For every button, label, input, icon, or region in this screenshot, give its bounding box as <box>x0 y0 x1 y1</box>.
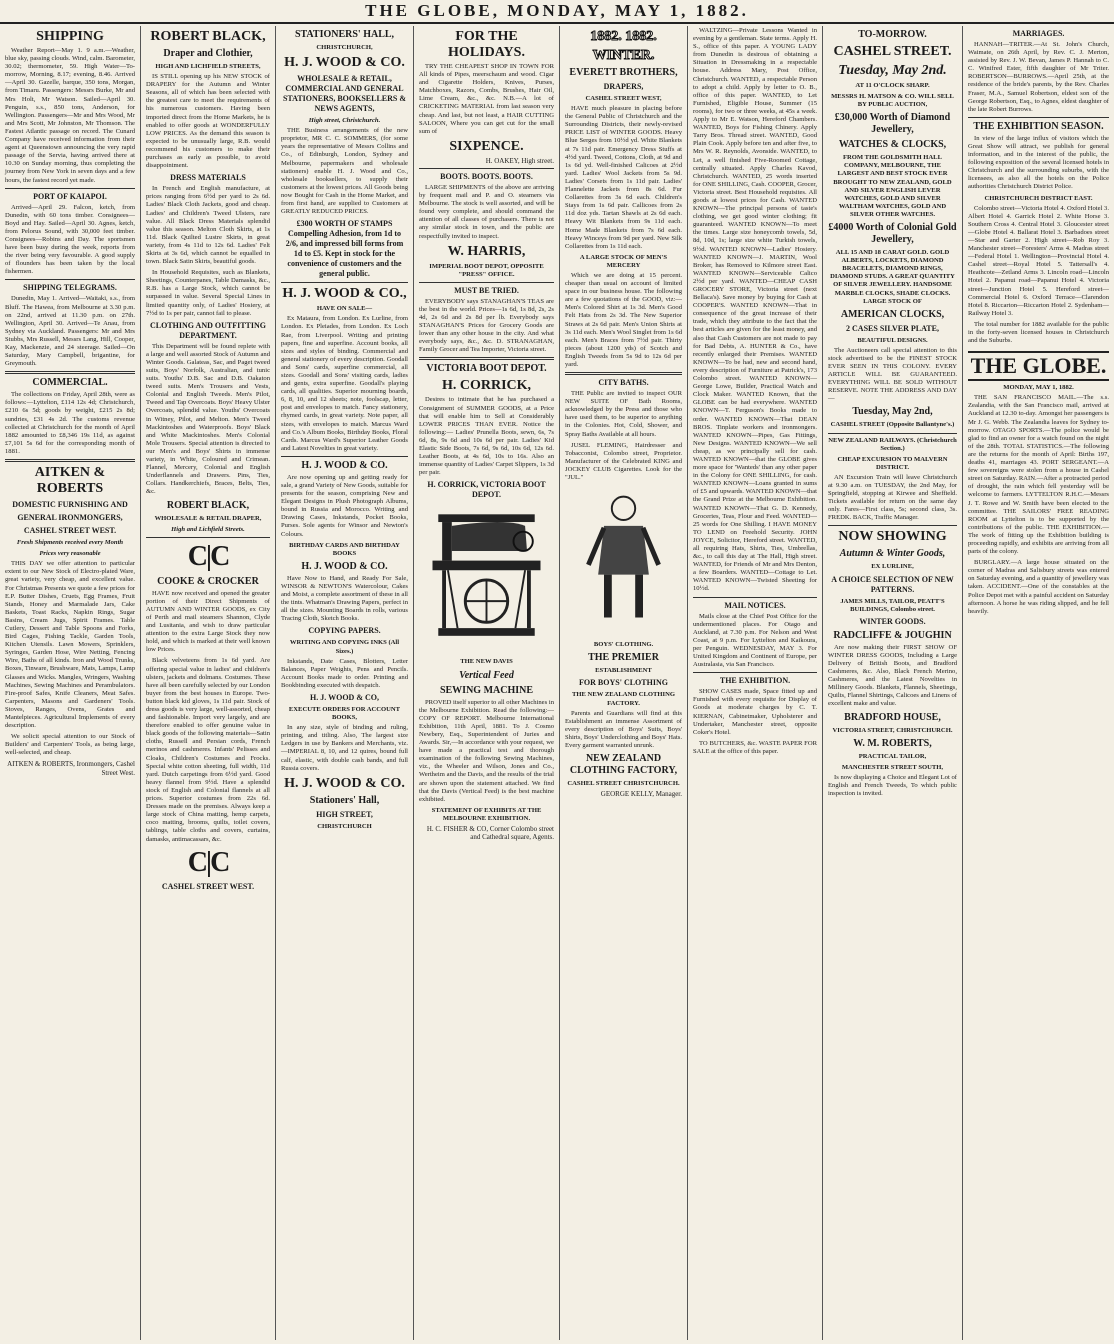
must-be-tried: MUST BE TRIED. <box>454 285 519 295</box>
rail-subheading: CHEAP EXCURSION TO MALVERN DISTRICT. <box>837 455 948 471</box>
aitken-tag2: Prices very reasonable <box>39 550 101 558</box>
aitken-signature: AITKEN & ROBERTS, Ironmongers, Cashel Street West. <box>7 760 135 777</box>
hj4-text: Have Now to Hand, and Ready For Sale, WINSOR & NEWTON'S Watercolour, Cakes and Moist, a complete assortment of these in all the tints. Whatman's Drawing Papers, perfect in all the sizes. Mounting Boards in rolls, various Tracing Cloth, Sketch Books. <box>281 574 408 623</box>
boys-caption: BOYS' CLOTHING. <box>593 641 654 649</box>
mail-text: Mails close at the Chief Post Office for the undermentioned places. For Otago and Auckland, at 7.30 p.m. For Nelson and West Coast, at 9 p.m. For Lyttelton and Kaikoura, per Penguin. WEDNESDAY, MAY 3. For United Kingdom and Continent of Europe, per Australasia, via San Francisco. <box>693 612 817 669</box>
beautiful-designs: BEAUTIFUL DESIGNS. <box>857 336 928 344</box>
boots-text: LARGE SHIPMENTS of the above are arriving by frequent mail and P. and O. steamers via Melbourne. The stock is well assorted, and will be found very complete, and should command the attention of all classes of purchasers. There is not any similar stock in town, and the public are respectfully invited to inspect. <box>419 183 554 240</box>
sewing-machine-illustration <box>419 502 554 652</box>
boots-heading: BOOTS. BOOTS. BOOTS. <box>440 171 533 181</box>
corrick-heading: H. CORRICK, <box>441 378 532 394</box>
column-shipping <box>0 26 140 1340</box>
premier-line1: THE PREMIER <box>588 652 659 664</box>
hj-footer-hall: Stationers' Hall, <box>309 794 380 806</box>
davis-text: PROVED itself superior to all other Machines in the Melbourne Exhibition. Read the following:— COPY OF REPORT. Melbourne International Exhibition, 11th April, 1881. To J. Cosmo Newbery, Esq., Superintendent of Juries and Awards. Sir,—In accordance with your request, we have made a practical test and thorough examination of the following Sewing Machines, viz., the Wheeler and Wilson, Jones and Co., Wertheim and the Davis, and the results of the trial are shown upon the statement attached. We find that the Davis (Vertical Feed) is the best machine exhibited. <box>419 698 554 803</box>
hj2-heading: H. J. WOOD & CO., <box>282 286 407 302</box>
premier-line3: FOR BOYS' CLOTHING <box>579 678 668 688</box>
watches-heading: WATCHES & CLOCKS, <box>838 139 947 151</box>
hj-name: H. J. WOOD & CO. <box>284 55 405 71</box>
roberts-heading: W. M. ROBERTS, <box>853 737 932 749</box>
matson-text: MESSRS H. MATSON & CO. WILL SELL BY PUBLIC AUCTION, <box>831 93 954 109</box>
hj-footer-city: CHRISTCHURCH <box>317 822 372 830</box>
now-showing: NOW SHOWING <box>838 529 947 545</box>
rb-signature-address: High and Lichfield Streets. <box>171 525 245 533</box>
hj5-text: Inkstands, Date Cases, Blotters, Letter Balances, Paper Weights, Pens and Pencils. Account Books made to order. Printing and Bookbinding executed with despatch. <box>281 657 408 689</box>
rb-clothing-text: This Department will be found replete with a large and well assorted Stock of Autumn and Winter Goods. Galateas, Sac, and Paget tweed suits, Boys' Norfolk, Australian, and tunic suits. Youths' D.B. Sac and D.B. Oakaton tweed suits. Men's Trousers and Vests, Colonial and English Tweeds. Men's Pilot, Tweed and Tap Overcoats. Boys' Heavy Ulster Overcoats, splendid value. Youths' Overcoats in Witney, Pilot, and Melton. Men's Tweed Mackintoshes and Waterproofs. Boys' Black and White Mackintoshes. Men's Colonial Mole Trousers. Special attention is directed to our Men's and Boys' Shirts in immense variety, in White, Coloured and Crimean. Flannel, Mercery, Colonial and English Underflannels and Drawers. Pins, Ties, Collars. Handkerchiefs, Braces, Belts, Ties, &c. <box>146 342 270 496</box>
globe-title: THE GLOBE. <box>968 351 1109 381</box>
radcliffe-text: Are now making their FIRST SHOW OF WINTER DRESS GOODS, Including a Large Delivery of British Boots, and Bradford Cashmeres, &c. Also, Black French Merino, Cashmeres, and the Latest Novelties in Millinery Goods. Blankets, Flannels, Sheetings, Quilts, Flannel Shirtings, Calicoes and Linens of excellent make and value. <box>828 643 957 708</box>
corrick-text: Desires to intimate that he has purchased a Consignment of SUMMER GOODS, at a Price that will enable him to Sell at Considerably LOWER PRICES THAN EVER. Notice the following:— Ladies' Prunella Boots, sewn, 6s, 7s 6d, 8s, 9s 6d and 10s 6d per pair. Ladies' Kid Elastic Side Boots, 7s 6d, 9s 6d, 10s 6d, 12s 6d. Leather Boots, at 4s 6d, 10s to 16s. Also an immense quantity of Ladies' Carpet Slippers, 1s 3d per pair. <box>419 396 554 477</box>
rb-heading: ROBERT BLACK, <box>150 29 266 44</box>
birthday-cards: BIRTHDAY CARDS AND BIRTHDAY BOOKS <box>289 541 400 557</box>
winter-heading: WINTER. <box>592 48 655 63</box>
rb-dress-items: In French and English manufacture, at prices ranging from 6½d per yard to 2s 6d. Ladies' Black Cloth Jackets, good and cheap. Ladies' and Children's Tweed Ulsters, rare value. All Black Dress Materials splendid value this season. Melton Cloth Skirts, at 1s 11d. Black Quilted Lustre Skirts, in great variety, from 4s 11d to 12s 6d. Ladies' Felt Skirts at 3s 6d, which cannot be equalled in town. Black Satin Skirts, beautiful goods. <box>146 185 270 266</box>
exhibition-notice-heading: THE EXHIBITION. <box>719 676 791 686</box>
exhibition-season-heading: THE EXHIBITION SEASON. <box>973 120 1104 132</box>
city-baths-heading: CITY BATHS. <box>598 378 649 388</box>
exhibition-season-text: In view of the large influx of visitors which the Great Show will attract, we publish for general information, and in the interest of the public, the following exposition of the several licensed hotels in Christchurch and the surrounding suburbs, with the licensees, as also all the hotels on the Police authorities Christchurch District Police. <box>968 134 1109 191</box>
hj-footer-name: H. J. WOOD & CO. <box>284 775 405 791</box>
everett-sub: DRAPERS, <box>603 82 644 91</box>
hj3-heading: H. J. WOOD & CO. <box>301 459 388 471</box>
marriages-heading: MARRIAGES. <box>1012 29 1065 38</box>
rb-location: HIGH AND LICHFIELD STREETS, <box>155 63 261 70</box>
rb-dress-heading: DRESS MATERIALS <box>170 173 246 183</box>
column-editorial <box>962 26 1114 1340</box>
winter-goods-heading: WINTER GOODS. <box>859 616 926 626</box>
american-clocks: AMERICAN CLOCKS, <box>840 308 945 320</box>
rb-household: In Household Requisites, such as Blankets, Sheetings, Counterpanes, Table Damasks, &c., R.B. has a Large Stock, which cannot be surpassed in value. Several Special Lines in limited quantity only, of Ladies' Hosiery, at 7½d to 1s per pair, cannot fail to please. <box>146 269 270 317</box>
autumn-winter-goods: Autumn & Winter Goods, <box>839 548 946 560</box>
column-wanted <box>687 26 822 1340</box>
sale-date2: Tuesday, May 2nd, <box>852 406 933 418</box>
corrick-signature: H. CORRICK, VICTORIA BOOT DEPOT. <box>427 480 546 500</box>
wanted-ads: WALTZING—Private Lessons Wanted in evening by a gentleman. State terms. Apply H. S., office of this paper. A YOUNG LADY from Dunedin is desirous of obtaining a Situation in Dressmaking in a respectable house. Address Mary, Post Office, Christchurch. WANTED, a respectable Person to adopt a child. Apply by letter to O. B., office of this paper. WANTED, to Let Furnished, Eligible House, Summer (15 rooms), for two or three weeks, at 45s a week. Apply to Mr E. Watson, Hereford Chambers. WANTED, Boys for Fishing Chinery. Apply Tarry Bros. Thread street. WANTED, Good Plain Cook. Apply before ten and after five, to Mrs W. R. Reynolds, Avonside. WANTED, to Let, a well finished Five-Roomed Cottage, centrally situated. Apply Charles Kavod, Christchurch. WANTED, 25 words inserted for ONE SHILLING, Cash. COOPER, Grocer, Victoria street. Best Household requisites. All goods at lowest prices for Cash. WANTED KNOWN—The principal persons of taste's clothing, we get good winter clothing; fit guaranteed. WANTED KNOWN—To meet the times. Large size honeycomb towels, 5d, 8d, 10d, 1s; large size white Turkish towels, 9½d. WANTED KNOWN—Ladies' Hosiery. WANTED KNOWN—J. MARTIN, Wool Broker, has Removed to Kilmore street East. WANTED KNOWN—Serviceable Calico 2½d per yard. WANTED—CHEAP CASH GROCERY STORE, Victoria street (next Bellaca's). Save money by buying for Cash at COOPER'S. WANTED KNOWN—That in consequence of the great increase of their trade, which they attribute to the fact that the best articles are given for the least money, and also that Cash Customers are not made to pay for Bad Debts, A. HUNTER & Co., have recently enlarged their Premises. WANTED KNOWN—To be had, new and second hand, every description of Furniture at Patrick's, 173 Colombo street. WANTED KNOWN—George Lowe, Builder, Practical Watch and Clock Maker. WANTED Known, that the GLOBE can be had everywhere. WANTED KNOWN—T. Ferguson's Books made to order. WANTED KNOWN—That DEAN BROS. Tinplate workers and ironmongers. WANTED KNOWN—Pipes, Gas Fittings, New Designs. WANTED KNOWN—We sell cheap, as we principally sell for cash. WANTED KNOWN—that the GLOBE gives more space for 'Wanteds' than any other paper in the Colony for ONE SHILLING, for cash. WANTED KNOWN—Loans granted in sums of £5 and upwards. WANTED KNOWN—that the Grand Prize at the Melbourne Exhibition. WANTED KNOWN—That G. D. Kennedy, Groceries, Teas, Flour and Feed. WANTED—25 words for One Shilling. I HAVE MONEY TO LEND on Freehold Security. JOHN JOYCE, Solicitor, Hereford street. WANTED, all requiring Hats, Shirts, Ties, Umbrellas, &c., to call this day at The Hall, High street. WANTED, for Friends of Mr and Mrs Denton, a few Boarders. WANTED—Cottage to Let. WANTED KNOWN—Twisted Sheeting for 10½d. <box>693 27 817 593</box>
aitken-tag1: Fresh Shipments received every Month <box>16 539 124 547</box>
rb-subheading: Draper and Clothier, <box>163 48 253 59</box>
butchers-notice: TO BUTCHERS, &c. WASTE PAPER FOR SALE at the office of this paper. <box>693 739 817 755</box>
rb-clothing-heading: CLOTHING AND OUTFITTING DEPARTMENT. <box>149 320 267 340</box>
hj-address: High street, Christchurch. <box>308 117 381 125</box>
lurline: EX LURLINE, <box>871 563 914 571</box>
roberts-location: MANCHESTER STREET SOUTH, <box>841 763 944 771</box>
aitken-text2: We solicit special attention to our Stock of Builders' and Carpenters' Tools, as being large, well-selected, and cheap. <box>5 733 135 757</box>
tomorrow-heading: TO-MORROW. <box>858 29 927 40</box>
rail-heading: NEW ZEALAND RAILWAYS. (Christchurch Section.) <box>828 436 957 452</box>
premier-line2: ESTABLISHMENT <box>595 667 652 675</box>
hj-text: THE Business arrangements of the new proprietor, MR C. C. SOMMERS, (for some years the representative of Messrs Collins and Co., of Edinburgh, London, Sydney and Melbourne, papermakers and wholesale stationers) enable H. J. Wood and Co., wholesale booksellers, to supply their customers at the lowest prices. All Goods being now Bought for Cash in the Home Market, and from first hand, are supplied to Customers at GREATLY REDUCED PRICES. <box>281 127 408 216</box>
okey-signature: H. OAKEY, High street. <box>485 156 554 165</box>
writing-inks: WRITING AND COPYING INKS (All Sizes.) <box>289 639 400 655</box>
baths-text: THE Public are invited to inspect OUR NEW SUITE OF Bath Rooms, acknowledged by the Press and those who have used them, to be superior to anything in the Colonies. Hot, Cold, Shower, and Spray Baths Available at all hours. <box>565 390 682 438</box>
fleming-text: JUSEL FLEMING, Hairdresser and Tobacconist, Colombo street, Proprietor. Manufacturer of the Celebrated KING and JOCKEY CLUB Cigarettes. Look for the "JUL." <box>565 441 682 482</box>
holidays-text: TRY THE CHEAPEST SHOP IN TOWN FOR All kinds of Pipes, meerschaum and wood. Cigar and Cigarette Holders, Knives, Purses, Matchboxes, Razors, Combs, Brushes, Hair Oil, Lime Cream, &c., &c. N.B.—A lot of CRICKETING MATERIAL from last season very cheap. And last, but not least, a HAIR CUTTING SALOON, Where you can get cut for the small sum of <box>419 63 554 135</box>
cashel-street-heading: CASHEL STREET. <box>833 44 952 59</box>
goldsmith-text: FROM THE GOLDSMITH HALL COMPANY, MELBOURNE, THE LARGEST AND BEST STOCK EVER BROUGHT TO NEW ZEALAND, GOLD AND SILVER ENGLISH LEVER WATCHES, GOLD AND SILVER WALTHAM WATCHES, GOLD AND SILVER OTHER WATCHES. <box>833 154 952 218</box>
nz2-signature: GEORGE KELLY, Manager. <box>600 790 682 799</box>
hj4-heading: H. J. WOOD & CO. <box>301 560 388 572</box>
globe-text2: BURGLARY.—A large house situated on the corner of Madras and Salisbury streets was entered on Saturday evening, and a quantity of jewellery was taken. ACCIDENT.—One of the constables at the Police Depot met with a painful accident on Saturday afternoon. A horse he was riding slipped, and he fell heavily. <box>968 559 1109 615</box>
davis-caption: THE NEW DAVIS <box>460 658 513 666</box>
aitken-text: THIS DAY we offer attention to particular extent to our New Stock of Electro-plated Ware, great variety, very cheap, and excellent value. For Christmas Presents we quote a few prices for E.P. Butter Dishes, Cruets, Egg Frames, Fruit Stands, Honey and Marmalade Jars, Cake Baskets, Toast Racks, Napkin Rings, Sugar Basins, Cream Jugs, Spirit Frames. Table Cutlery, Dessert and Table Spoons and Forks, Bird Cages, Fishing Tackle, Garden Tools, Kitchen Utensils. Lawn Mowers, Sprinklers, Syringes, Garden Hose, Wire Netting, Fencing Wire, Baths of all kinds. Iron and Wood Trunks, Boxes, Tinware, Brushware, Mats, Lamps, Lamp Glasses and Wicks. Mangles, Wringers, Washing Machines, Sewing Machines and Perambulators. Fire-proof Safes, Knife Cleaners, Meat Safes. Carpenters, Masons and Gardeners' Tools. Stoves, Ranges, Ovens, Grates and Mantelpieces. Agricultural Implements of every description. <box>5 560 135 730</box>
column-auction <box>822 26 962 1340</box>
hj-subheading: WHOLESALE & RETAIL, COMMERCIAL AND GENERAL STATIONERS, BOOKSELLERS & NEWS AGENTS, <box>282 74 407 114</box>
everett-heading: EVERETT BROTHERS, <box>569 67 678 78</box>
boys-clothing-illustration <box>565 485 682 635</box>
execute-orders: EXECUTE ORDERS FOR ACCOUNT BOOKS, <box>288 705 401 722</box>
davis-signature: H. C. FISHER & CO, Corner Colombo street and Cathedral square, Agents. <box>426 824 554 842</box>
column-holidays <box>413 26 559 1340</box>
globe-date: MONDAY, MAY 1, 1882. <box>1003 384 1074 392</box>
mercery-heading: A LARGE STOCK OF MEN'S MERCERY <box>579 253 668 269</box>
shipping-heading: SHIPPING <box>36 29 104 44</box>
sale-time: AT 11 O'CLOCK SHARP. <box>855 82 930 89</box>
stamps-notice: £300 WORTH OF STAMPS Compelling Adhesion, from 1d to 2/6, and impressed bill forms from 1d to £5. Kept in stock for the convenience of customers and the general public. <box>285 219 404 279</box>
copying-papers: COPYING PAPERS. <box>308 626 381 636</box>
mercery-text: Which we are doing at 15 percent. cheaper than usual on account of limited space in our business house. The following are a few quotations of the GOOD, viz:— Men's Colored Shirt at 1s 3d. Men's Good Felt Hats from 2s 3d. The New Superior Straws at 2s 6d pair. Men's Union Shirts at 3s 11d each. Men's Wool Singlet from 1s 6d each. Men's Braces from 7½d pair. Thirty pieces (about 1200 yds) of Scotch and English Tweeds from 5s 9d to 12s 6d per yard. <box>565 271 682 368</box>
hj-stationers-heading: STATIONERS' HALL, <box>294 29 395 40</box>
cooke-crocker-logo: C|C <box>187 540 229 572</box>
everett-text: HAVE much pleasure in placing before the General Public of Christchurch and the Surrounding Districts, their newly-revised PRICE LIST of WINTER GOODS. Heavy Blue Serges from 10½d yd. White Blankets at 7s 11d pair. Emergency Dress Stuffs at 4½d yard. Tweed, Cottons, Cloth, at 9d and 1s 6d yd. Well-finished Calicoes at 2½d yard. Ladies' Wool Jackets from 5s 9d. Ladies' Corsets from 1s 11d pair. Ladies' Flannelette Jackets from 8s 6d. Fur Collarettes from 3s 6d each. Children's Stays from 1s 6d pair. Callicoes from 2s 11d doz yds. Tartan Shawls at 2s 6d each. Heavy Wit Blankets from 9s 11d each. Home Made Blankets from 7s 6d each. Heavy Winceys from 9d per yard. New Silk Collarettes from 1s 11d each. <box>565 105 682 250</box>
globe-text: THE SAN FRANCISCO MAIL.—The s.s. Zealandia, with the San Francisco mail, arrived at Auckland at 12.30 to-day. Amongst her passengers is Mr J. G. Webb. The Zealandia leaves for Sydney to-morrow. OTAGO SPORTS.—The police would be glad to find an owner for a watch found on the night of the 28th. TOTAL STATISTICS.—The following are the returns for the month of April: Births 197, deaths 41, marriages 43. PORT SERGEANT.—A few sovereigns were stolen from a house in Cashel street on Saturday. RAIN.—After a protracted period of drought, the rain which fell yesterday will be welcome to farmers. LYTTELTON R.H.C.—Messrs J. T. Rowe and W. Smith have been elected to the committee. THE SAILORS' FREE READING ROOM at Lyttelton is to be supported by the contributions of the public. THE EXHIBITION.—The work of fitting up the Exhibition building is proceeding rapidly, and exhibits are arriving from all parts of the colony. <box>968 394 1109 556</box>
sixpence: SIXPENCE. <box>449 138 524 154</box>
aitken-heading: AITKEN & ROBERTS <box>34 465 106 497</box>
shipping-text: Weather Report—May 1. 9 a.m.—Weather, blue sky, passing clouds. Wind, calm. Barometer, 30.02; thermometer, 59. High Water—To-morrow, Morning, 8.17; evening, 8.46. Arrived—April 30. Gazelle, barque, 350 tons, Morgan, from Timaru. Passengers: Messrs Burke, Mr and Mrs Holt, Mr Watson. Sailed—April 30. Penguin, s.s., 850 tons, Anderson, for Wellington. Passengers—Mr and Mrs Wood, Mr and Mrs Scott, Mr Johnston, Mr Thomson. The Fastest Atlantic passage on record. The Cunard Company have received information from their agent at Queenstown announcing the very rapid passage of the Servia, having arrived there at 10.30 on Sunday morning, thus completing the journey from New York in seven days and a few hours, the fastest record yet made. <box>5 47 135 184</box>
auction-text: The Auctioneers call special attention to this stock advertised to be the FINEST STOCK EVER SEEN IN THIS COLONY. EVERY ARTICLE WILL BE GUARANTEED. EVERYTHING WILL BE SOLD WITHOUT RESERVE. NOTE THE ADDRESS AND DAY— <box>828 346 957 403</box>
aitken-sub3: CASHEL STREET WEST. <box>23 526 117 536</box>
davis-heading1: Vertical Feed <box>459 669 514 681</box>
holidays-heading: FOR THE HOLIDAYS. <box>448 29 525 60</box>
hj3-text: Are now opening up and getting ready for sale, a grand Variety of New Goods, suitable for presents for the season, comprising New and Elegant Designs in Plush Photograph Albums, bound in Russia and Morocco. Writing and Drawing Cases, Inkstands, Pocket Books, Purses. Sole agents for Winsor and Newton's Colours. <box>281 473 408 538</box>
bradford-location: VICTORIA STREET, CHRISTCHURCH. <box>832 726 953 734</box>
marriages-text: HANNAH—TRITER.—At St. John's Church, Waimate, on 26th April, by Rev. C. J. Merton, assisted by Rev. J. W. Bevan, James P. Hannah to C. C. Winifred Ester, fifth daughter of Mr Triter. ROBERTSON—BURROWS.—April 25th, at the residence of the bride's parents, by the Rev. Charles Fraser, M.A., Samuel Robertson, eldest son of the George Robertson, Esq., to Agnes, eldest daughter of the late Robert Burrows. <box>968 41 1109 113</box>
exhibition-notice-text: SHOW CASES made, Space fitted up and Furnished with every requisite for Display of Goods at moderate charges by C. T. KIERNAN, Cabinetmaker, Upholsterer and Undertaker, Manchester street, opposite Coker's Hotel. <box>693 688 817 736</box>
silver-plate: 2 CASES SILVER PLATE, <box>846 323 939 333</box>
nz2-heading: NEW ZEALAND CLOTHING FACTORY, <box>569 753 678 777</box>
column-robert-black <box>140 26 275 1340</box>
mail-heading: MAIL NOTICES. <box>724 600 786 610</box>
rb-signature-name: ROBERT BLACK, <box>166 499 250 511</box>
roberts-sub: PRACTICAL TAILOR, <box>858 752 927 760</box>
nz-factory-heading: THE NEW ZEALAND CLOTHING FACTORY. <box>571 691 676 707</box>
telegrams-heading: SHIPPING TELEGRAMS. <box>23 283 117 293</box>
victoria-boot-heading: VICTORIA BOOT DEPOT. <box>426 363 547 375</box>
stock-value: £30,000 Worth of Diamond Jewellery, <box>834 112 951 136</box>
sale-date: Tuesday, May 2nd. <box>838 63 947 78</box>
choice-selection: A CHOICE SELECTION OF NEW PATTERNS. <box>831 574 954 594</box>
rb-signature-title: WHOLESALE & RETAIL DRAPER, <box>154 514 262 522</box>
execute-text: In any size, style of binding and ruling, printing, and titling. Also, The largest size Ledgers in use by Bankers and Merchants, viz.—IMPERIAL 8, 10, and 12 quires, bound full calf, elastic, with double cash bands, and full Russia covers. <box>281 724 408 772</box>
masthead: THE GLOBE, MONDAY, MAY 1, 1882. <box>0 0 1114 24</box>
cooke-crocker-logo-bottom: C|C <box>187 846 229 878</box>
hotels-list: Colombo street—Victoria Hotel 4. Oxford Hotel 3. Albert Hotel 4. Garrick Hotel 2. White Horse 3. Southern Cross 4. Central Hotel 3. Gloucester street—Globe Hotel 4. Ballarat Hotel 3. Barbadoes street—Star and Garter 2. High street—Rob Roy 3. Manchester street—Foresters' Arms 4. Madras street—Federal Hotel 1. Wellington—Provincial Hotel 4. Cashel street—Royal Hotel 5. Tattersall's 4. Heathcote—Zetland Arms 3. Lincoln road—Lincoln Hotel 2. Papanui road—Papanui Hotel 4. Victoria street—Junction Hotel 5. Hereford street—Commercial Hotel 6. Oxford Terrace—Clarendon Hotel 8. Riccarton—Riccarton Hotel 2. Sydenham—Railway Hotel 3. <box>968 204 1109 317</box>
davis-award: STATEMENT OF EXHIBITS AT THE MELBOURNE EXHIBITION. <box>431 806 542 822</box>
cooke-text: HAVE now received and opened the greater portion of their Direct Shipments of AUTUMN AND WINTER GOODS, ex City of Perth and mail steamers Shannon, Clyde and Lusitania, and wish to draw particular attention to the extra Large Stock they now hold, and which is marked at their well known low Prices. <box>146 589 270 654</box>
aitken-sub2: GENERAL IRONMONGERS, <box>17 513 123 523</box>
sale-location2: CASHEL STREET (Opposite Ballantyne's.) <box>830 421 955 429</box>
bradford-heading: BRADFORD HOUSE, <box>844 711 941 723</box>
column-everett <box>559 26 687 1340</box>
rb-text: IS STILL opening up his NEW STOCK of DRAPERY for the Autumn and Winter Seasons, all of which has been selected with the greatest care to meet the requirements of his numerous customers. Having been imported direct from the Home Markets, he is enabled to offer goods at WONDERFULLY LOW PRICES. As the demand this season is expected to be unusually large, R.B. would recommend his customers to make their purchases as early as possible, to avoid disappointment. <box>146 73 270 170</box>
radcliffe-heading: RADCLIFFE & JOUGHIN <box>833 629 952 641</box>
nz-factory-text: Parents and Guardians will find at this Establishment an immense Assortment of every description of Boys' Suits, Boys' Shirts, Boys' Underclothing and Boys' Hats. Every garment warranted unrunk. <box>565 709 682 749</box>
cooke-heading: COOKE & CROCKER <box>157 575 259 587</box>
nz2-location: CASHEL STREET CHRISTCHURCH. <box>567 780 680 788</box>
rail-text: AN Excursion Train will leave Christchurch at 9.30 a.m. on TUESDAY, the 2nd May, for Springfield, stopping at Kirwee and Sheffield. Tickets available for return on the same day only. Fares—First class, 5s; second class, 3s. FREDK. BACK, Traffic Manager. <box>828 473 957 522</box>
port-text: Arrived—April 29. Falcon, ketch, from Dunedin, with 60 tons timber. Consignees—Boyd and Hay. Sailed—April 30. Agnes, ketch, from Pelorus Sound, with 30,000 feet timber. Consignees—Robins and Day. The sportsmen have been busy during the week, reports from the river being very favourable. A good supply of flounders has been taken by the local fishermen. <box>5 203 135 276</box>
hotels-heading: CHRISTCHURCH DISTRICT EAST. <box>984 194 1093 202</box>
year-heading: 1882. 1882. <box>590 29 657 44</box>
hj5-signature: H. J. WOOD & CO, <box>310 692 379 702</box>
must-text: EVERYBODY says STANAGHAN'S TEAS are the best in the world. Prices—1s 6d, 1s 8d, 2s, 2s 4d, 2s 6d and 2s 8d per lb. Everybody says STANAGHAN'S Prices for Grocery Goods are lower than any other house in the city. And what everybody says, &c., &c. D. STRANAGHAN, Family Grocer and Tea Importer, Victoria street. <box>419 297 554 354</box>
port-heading: PORT OF KAIAPOI. <box>33 191 107 201</box>
hj-footer-street: HIGH STREET, <box>316 809 373 819</box>
telegrams-text: Dunedin, May 1. Arrived—Waitaki, s.s., from Bluff. The Hawea, from Melbourne at 3.30 p.m. on 22nd, arrived at 11.30 p.m. on 27th. Wellington, April 30. Arrived—Te Anau, from Sydney via Auckland. Passengers: Mr and Mrs Stubbs, Mrs Russell, Messrs Lang, Hill, Cooper, Kay, Mackenzie, and 24 steerage. Sailed—On Saturday, Mary Campbell, brigantine, for Greymouth. <box>5 295 135 368</box>
commercial-text: The collections on Friday, April 28th, were as follows:—Lyttelton, £114 12s 4d; Christchurch, £210 6s 5d; goods by weight, £215 2s 8d; sundries, £31 4s 2d. The customs revenue collected at Christchurch for the month of April 1882 amounted to £8,346 19s 11d, as against £7,101 5s 6d for the corresponding month of 1881. <box>5 391 135 455</box>
hj2-text: Ex Mataura, from London. Ex Lurline, from London. Ex Pleiades, from London. Ex Loch Rae, from Liverpool. Writing and printing papers, fine and superfine. Account books, all sizes and styles of binding. Commercial and general stationery of every description. Goodall and Sons' cards, superfine commercial, all sizes. Goodall and Sons' visiting cards, ladies and gents, extra superfine. Goodall's playing cards, all qualities. Superior mourning boards, 6, 8, 10, and 12 sheets; note, foolscap, letter, post and envelopes to match. Fancy stationery, rhymed cards, in great variety. Note paper, all sizes, with envelopes to match. Marcus Ward and Co.'s Album Books, Birthday Books, Floral Cards. Marcus Ward's Superior Leather Goods and Latest Novelties in great variety. <box>281 315 408 452</box>
james-mills: JAMES MILLS, TAILOR, PEATT'S BUILDINGS, Colombo street. <box>840 597 945 613</box>
aitken-sub1: DOMESTIC FURNISHING AND <box>12 500 128 510</box>
hotels-note: The total number for 1882 available for the public in the forty-seven licensed houses in Christchurch and the Suburbs. <box>968 320 1109 345</box>
hj2-subheading: HAVE ON SALE— <box>316 305 373 313</box>
hj-location: CHRISTCHURCH, <box>316 44 373 51</box>
harris-heading: W. HARRIS, <box>447 243 526 259</box>
roberts-text: Is now displaying a Choice and Elegant Lot of English and French Tweeds, To which public inspection is invited. <box>828 773 957 797</box>
colonial-gold: £4000 Worth of Colonial Gold Jewellery, <box>828 222 957 246</box>
davis-heading2: SEWING MACHINE <box>439 684 534 696</box>
cooke-lines: Black velveteens from 1s 6d yard. Are offering special value in ladies' and children's ulsters, jackets and dolmans. Costumes. These have all been carefully selected by our London buyer from the best houses in Europe. Two-button black kid gloves, 1s 11d pair. Stock of dress goods is very large, well-assorted, cheap and fashionable. Import very largely, and are therefore enabled to offer genuine value in black goods of the following materials—Satin cloths, Russell and Persian cords, French merinos and cashmeres. Infants' Pelisses and Cloaks, Children's Costumes and Frocks. Special white cotton sheeting, full width, 11d yard. Dutch carpetings from 6½d yard. Good heavy flannel from 9½d. Have a splendid stock of English and Colonial flannels at all prices. Superior costumes from 22s 6d. Dresses made on the premises. Always keep a large stock of China matting, hemp carpets, coco matting, brooms, quilts, toilet covers, tablings, table cloths and covers, curtains, damasks, antimacassars, &c. <box>146 657 270 843</box>
everett-location: CASHEL STREET WEST, <box>585 95 662 102</box>
gold-text: ALL 15 AND 18 CARAT GOLD. GOLD ALBERTS, LOCKETS, DIAMOND BRACELETS, DIAMOND RINGS, DIAMOND STUDS. A GREAT QUANTITY OF SILVER JEWELLERY. HANDSOME MARBLE CLOCKS, SHADE CLOCKS. LARGE STOCK OF <box>830 249 955 305</box>
cooke-signature: CASHEL STREET WEST. <box>161 881 255 891</box>
column-stationers <box>275 26 413 1340</box>
commercial-heading: COMMERCIAL. <box>32 377 108 389</box>
harris-subheading: IMPERIAL BOOT DEPOT, OPPOSITE "PRESS" OFFICE. <box>429 262 544 278</box>
